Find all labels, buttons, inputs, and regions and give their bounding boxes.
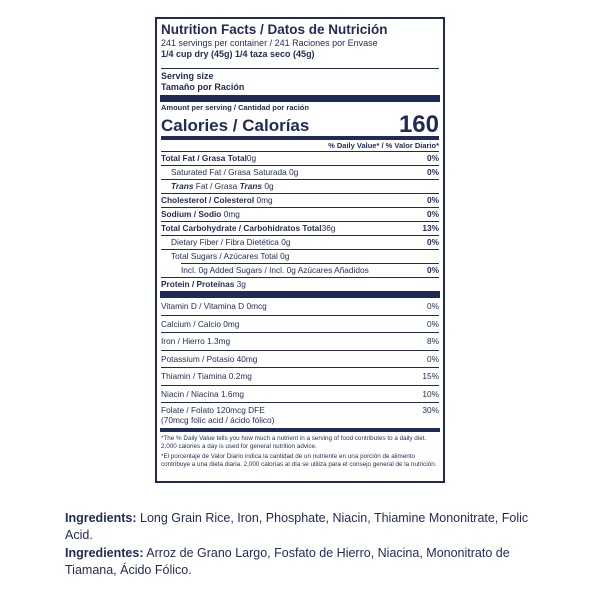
- vitamin-label: Vitamin D / Vitamina D 0mcg: [161, 301, 267, 311]
- vitamins-list: [161, 298, 439, 402]
- added-sugars-row: [161, 264, 439, 277]
- protein-amount: 3g: [236, 279, 246, 289]
- total-sugars-row: [161, 249, 439, 263]
- total-carb-label: Total Carbohydrate / Carbohidratos Total: [161, 223, 322, 233]
- cholesterol-amount: 0mg: [256, 195, 273, 205]
- protein-row: [161, 277, 439, 291]
- ingredients-en-text: Long Grain Rice, Iron, Phosphate, Niacin, Thiamine Mononitrate, Folic Acid.: [65, 511, 529, 542]
- label-title: Nutrition Facts / Datos de Nutrición: [161, 22, 388, 37]
- total-fat-amount: 0g: [246, 153, 257, 163]
- saturated-fat-amount: 0g: [289, 167, 299, 177]
- protein-label: Protein / Proteínas: [161, 279, 235, 289]
- added-sugars-label: Incl. 0g Added Sugars / Incl. 0g Azúcares Añadidos: [181, 265, 369, 275]
- servings-per-container: 241 servings per container / 241 Raciones por Envase: [161, 38, 378, 48]
- trans-fat-label-it: Trans: [171, 181, 194, 191]
- vitamin-pct: 8%: [427, 336, 439, 346]
- vitamin-row: [161, 332, 439, 350]
- fiber-pct: 0%: [427, 237, 439, 247]
- saturated-fat-label: Saturated Fat / Grasa Saturada: [171, 167, 287, 177]
- folate-row: [161, 402, 439, 425]
- total-sugars-amount: 0g: [280, 251, 290, 261]
- ingredients-en: [65, 510, 535, 544]
- ingredients-es: [65, 545, 535, 579]
- fiber-amount: 0g: [281, 237, 291, 247]
- total-sugars-label: Total Sugars / Azúcares Total: [171, 251, 278, 261]
- sodium-label: Sodium / Sodio: [161, 209, 222, 219]
- vitamin-row: [161, 315, 439, 333]
- cholesterol-label: Cholesterol / Colesterol: [161, 195, 255, 205]
- vitamin-row: [161, 298, 439, 315]
- ingredients-es-label: Ingredientes:: [65, 546, 144, 560]
- calories-value: 160: [398, 111, 439, 138]
- footnote-es: *El porcentaje de Valor Diario indica la cantidad de un nutriente en una porción de alimento contribuye a una dieta diaria. 2,000 calorías al día se utiliza para el consejo general de la nutrición.: [161, 453, 437, 468]
- saturated-fat-row: [161, 165, 439, 179]
- vitamin-row: [161, 350, 439, 368]
- fiber-label: Dietary Fiber / Fibra Dietética: [171, 237, 279, 247]
- vitamin-label: Niacin / Niacina 1.6mg: [161, 388, 245, 399]
- vitamin-pct: 15%: [422, 371, 439, 381]
- total-carb-row: [161, 221, 439, 235]
- serving-amount: 1/4 cup dry (45g) 1/4 taza seco (45g): [161, 49, 315, 59]
- total-fat-label: Total Fat / Grasa Total: [161, 153, 247, 163]
- footnote-en: *The % Daily Value tells you how much a nutrient in a serving of food contributes to a daily diet. 2,000 calories a day is used for general nutrition advice.: [161, 435, 427, 450]
- fiber-row: [161, 235, 439, 249]
- thick-divider-2: [160, 291, 440, 298]
- nutrition-facts-label: [155, 17, 445, 483]
- medium-divider: [160, 428, 440, 432]
- sodium-row: [161, 207, 439, 221]
- total-carb-amount: 36g: [321, 223, 336, 233]
- ingredients-en-label: Ingredients:: [65, 511, 137, 525]
- serving-size-label: Serving size: [161, 71, 214, 81]
- total-carb-pct: 13%: [422, 223, 439, 233]
- vitamin-label: Calcium / Calcio 0mg: [161, 318, 240, 329]
- vitamin-label: Potassium / Potasio 40mg: [161, 353, 258, 364]
- trans-fat-row: [161, 179, 439, 193]
- cholesterol-pct: 0%: [427, 195, 439, 205]
- trans-fat-amount: 0g: [264, 181, 274, 191]
- sodium-pct: 0%: [427, 209, 439, 219]
- thick-divider: [160, 95, 440, 102]
- cholesterol-row: [161, 193, 439, 207]
- calories-row: [161, 113, 439, 136]
- total-fat-row: [161, 151, 439, 165]
- added-sugars-pct: 0%: [427, 265, 439, 275]
- daily-value-header: % Daily Value* / % Valor Diario*: [161, 136, 439, 151]
- saturated-fat-pct: 0%: [427, 167, 439, 177]
- folate-pct: 30%: [422, 405, 439, 415]
- trans-fat-label-it2: Trans: [239, 181, 263, 191]
- vitamin-pct: 0%: [427, 353, 439, 364]
- vitamin-label: Iron / Hierro 1.3mg: [161, 336, 231, 346]
- serving-size-label-es: Tamaño por Ración: [161, 82, 245, 92]
- trans-fat-label-mid: Fat / Grasa: [193, 181, 240, 191]
- ingredients-es-text: Arroz de Grano Largo, Fosfato de Hierro, Niacina, Mononitrato de Tiamana, Ácido Fólico.: [65, 546, 510, 577]
- calories-label: Calories / Calorías: [161, 116, 310, 135]
- vitamin-label: Thiamin / Tiamina 0.2mg: [161, 371, 252, 381]
- amount-per-serving: Amount per serving / Cantidad por ración: [161, 103, 309, 112]
- sodium-amount: 0mg: [223, 209, 240, 219]
- vitamin-pct: 0%: [427, 301, 439, 311]
- folate-label: Folate / Folato 120mcg DFE: [161, 405, 265, 415]
- vitamin-pct: 0%: [427, 318, 439, 329]
- folate-sub: (70mcg folic acid / ácido fólico): [161, 415, 275, 425]
- vitamin-pct: 10%: [422, 388, 439, 399]
- vitamin-row: [161, 385, 439, 403]
- total-fat-pct: 0%: [427, 153, 439, 163]
- vitamin-row: [161, 367, 439, 385]
